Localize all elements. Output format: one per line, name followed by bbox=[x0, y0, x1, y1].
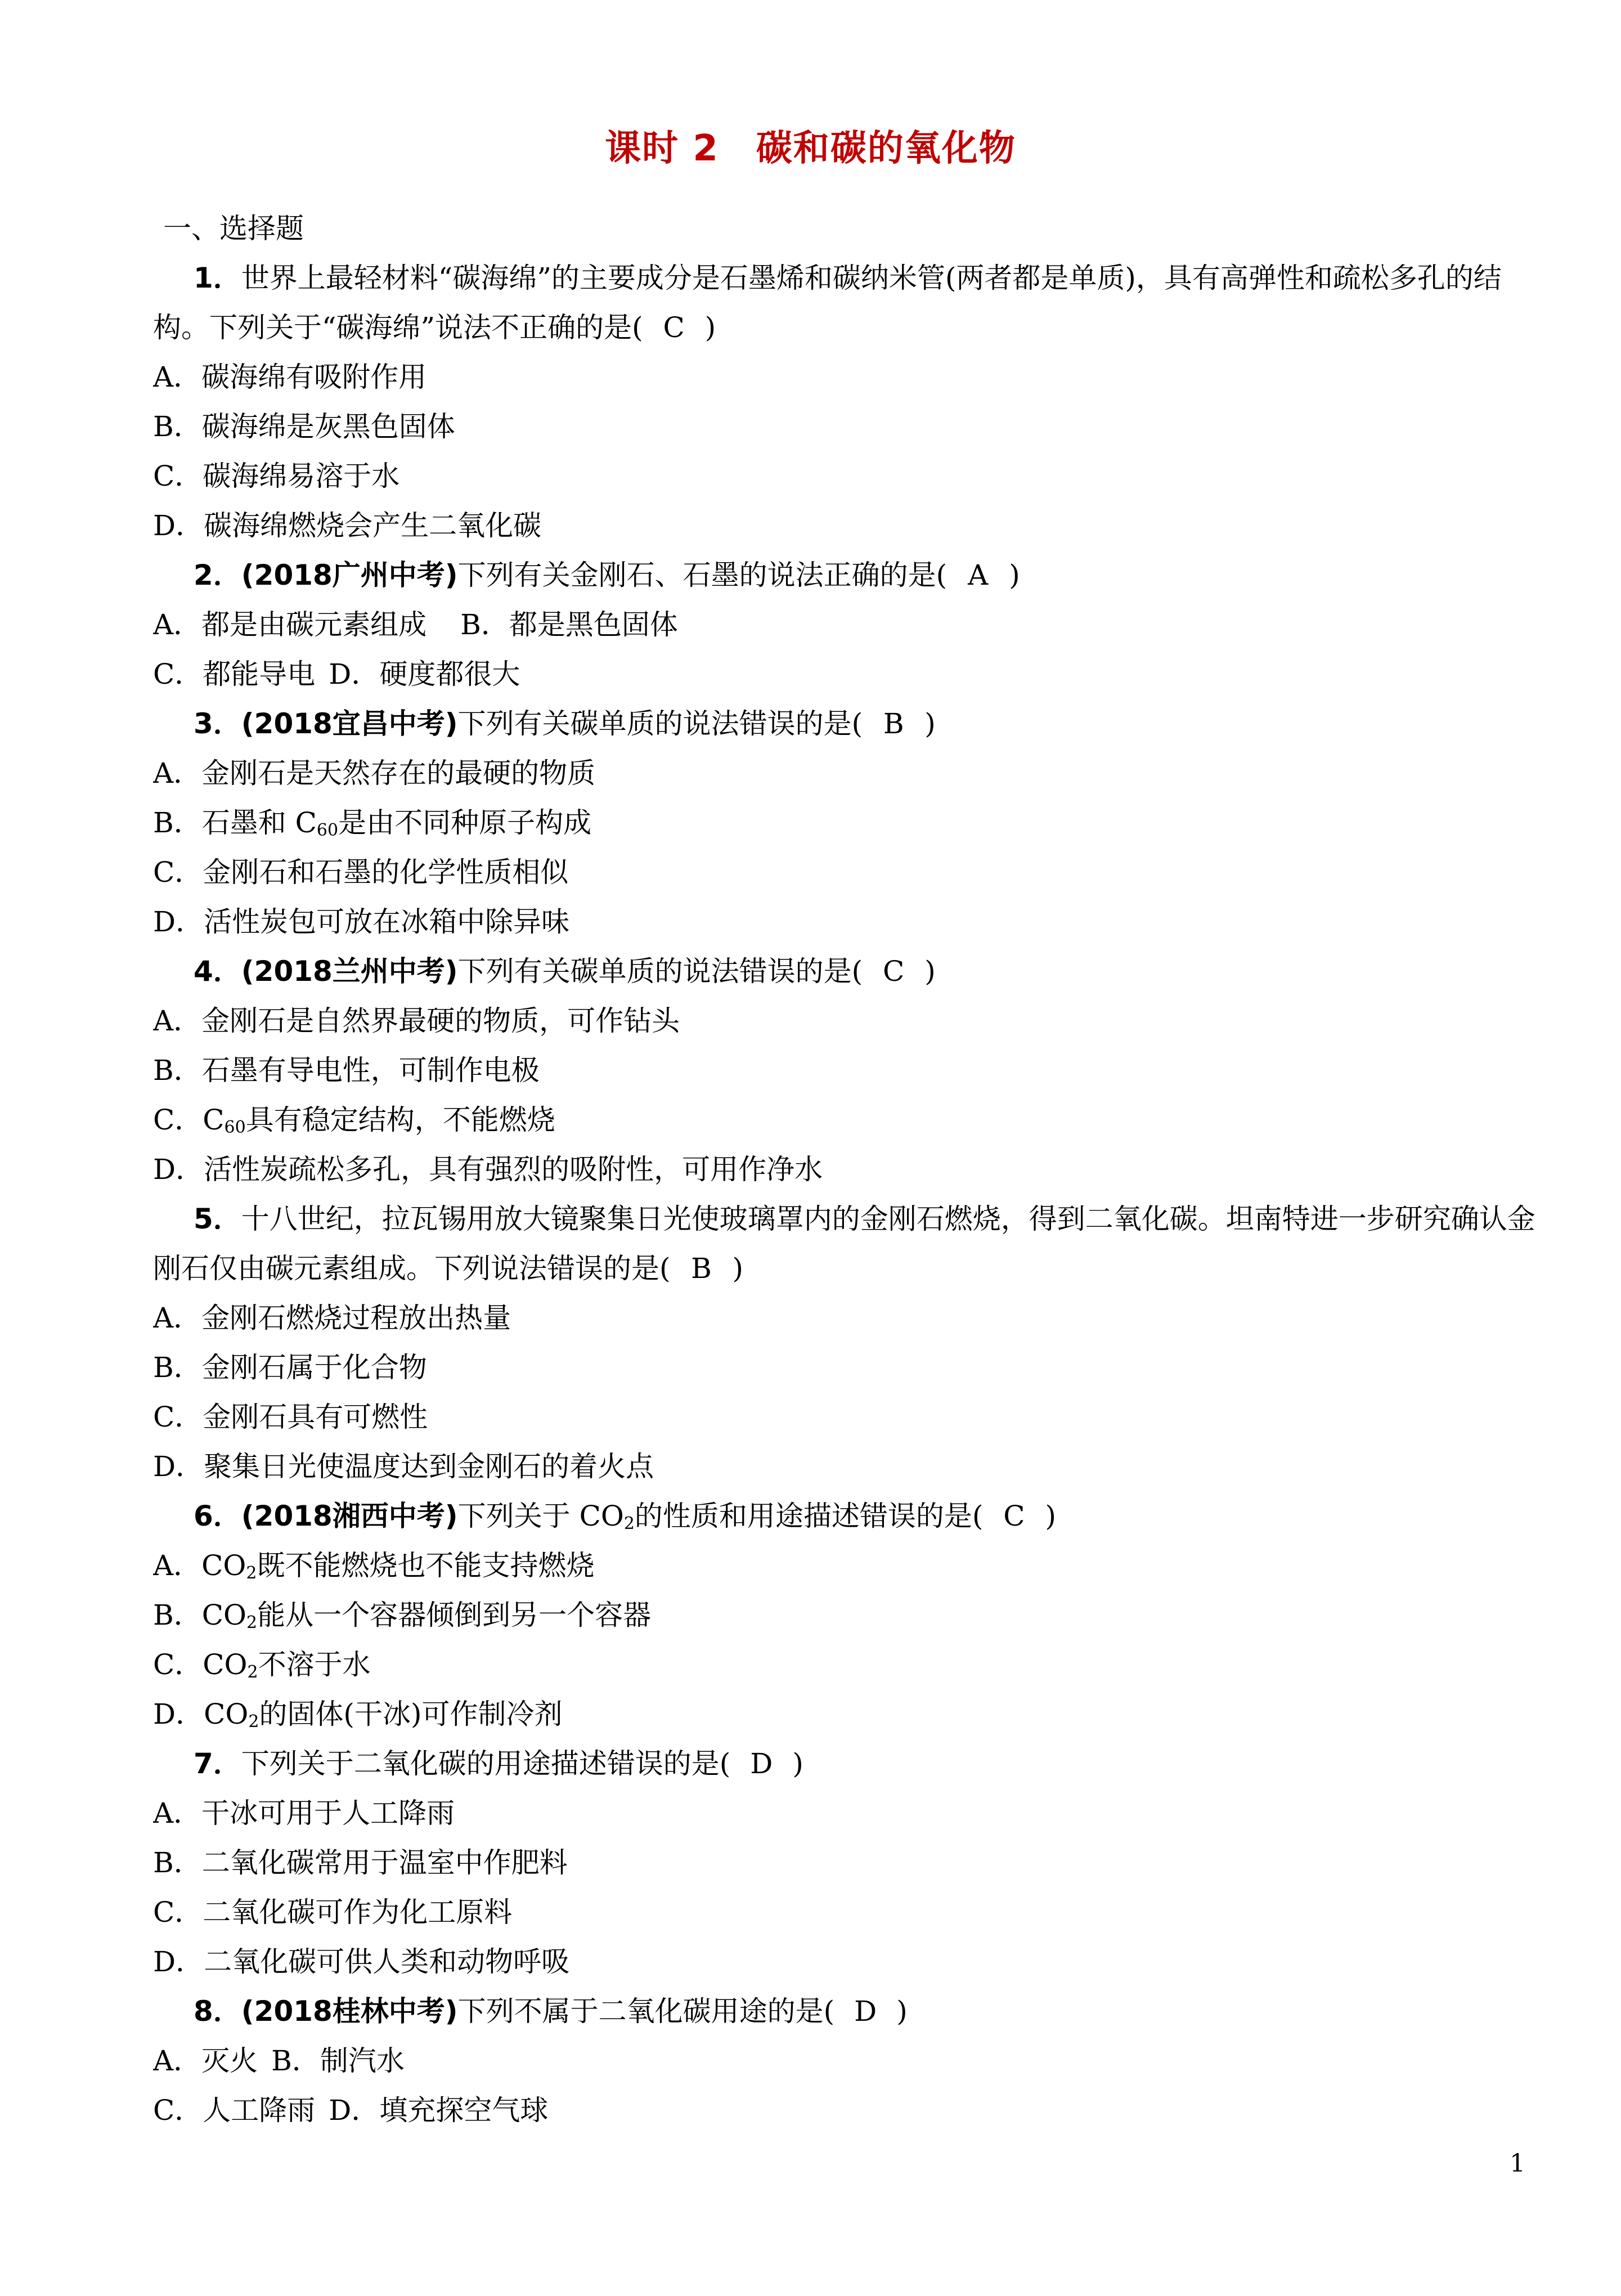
option-b: B．制汽水 bbox=[271, 2044, 405, 2077]
option-row bbox=[153, 600, 1537, 649]
option-b: B．二氧化碳常用于温室中作肥料 bbox=[153, 1846, 568, 1879]
subscript: 2 bbox=[246, 1613, 258, 1633]
bracket-close: ) bbox=[1009, 559, 1020, 591]
option-b bbox=[153, 798, 1537, 847]
question-1-stem-continued bbox=[153, 303, 1537, 352]
option-text: B．CO bbox=[153, 1599, 246, 1631]
subscript: 2 bbox=[247, 1662, 258, 1682]
question-text: 十八世纪，拉瓦锡用放大镜聚集日光使玻璃罩内的金刚石燃烧，得到二氧化碳。坦南特进一步研究确认金 bbox=[241, 1203, 1535, 1235]
option-c: C．金刚石具有可燃性 bbox=[153, 1401, 428, 1433]
option-text: 既不能燃烧也不能支持燃烧 bbox=[257, 1549, 595, 1582]
answer-blank: C bbox=[1003, 1500, 1025, 1532]
option-a: A．金刚石燃烧过程放出热量 bbox=[153, 1302, 511, 1334]
option-c: C．人工降雨 bbox=[153, 2094, 316, 2127]
question-7-stem bbox=[153, 1739, 1537, 1788]
bracket-close: ) bbox=[896, 1995, 908, 2028]
option-b: B．都是黑色固体 bbox=[460, 608, 678, 641]
answer-blank: B bbox=[691, 1252, 712, 1285]
option-a: A．金刚石是自然界最硬的物质，可作钻头 bbox=[153, 1004, 680, 1037]
question-text: 刚石仅由碳元素组成。下列说法错误的是( bbox=[153, 1252, 671, 1285]
question-source: (2018兰州中考) bbox=[241, 955, 458, 988]
bracket-close: ) bbox=[1045, 1500, 1056, 1532]
question-text: 下列有关金刚石、石墨的说法正确的是( bbox=[457, 559, 948, 591]
answer-blank: C bbox=[883, 955, 905, 988]
option-text: 的固体(干冰)可作制冷剂 bbox=[259, 1698, 563, 1730]
question-5-stem bbox=[153, 1194, 1537, 1244]
option-d: D．聚集日光使温度达到金刚石的着火点 bbox=[153, 1450, 654, 1483]
answer-blank: A bbox=[968, 559, 989, 591]
option-a: A．金刚石是天然存在的最硬的物质 bbox=[153, 757, 596, 790]
option-b: B．石墨有导电性，可制作电极 bbox=[153, 1054, 540, 1087]
option-text: B．石墨和 C bbox=[153, 806, 317, 839]
question-source: (2018广州中考) bbox=[241, 559, 458, 591]
option-b bbox=[153, 1590, 1537, 1640]
option-d: D．二氧化碳可供人类和动物呼吸 bbox=[153, 1945, 570, 1978]
question-number: 3． bbox=[194, 707, 241, 740]
question-text: 的性质和用途描述错误的是( bbox=[634, 1500, 984, 1532]
option-c: C．碳海绵易溶于水 bbox=[153, 460, 400, 492]
question-text: 下列关于 CO bbox=[457, 1500, 624, 1532]
answer-blank: D bbox=[854, 1995, 877, 2028]
option-c: C．都能导电 bbox=[153, 658, 316, 690]
question-number: 5． bbox=[194, 1203, 241, 1235]
option-text: C．CO bbox=[153, 1648, 248, 1681]
option-text: D．CO bbox=[153, 1698, 249, 1730]
question-6-stem bbox=[153, 1491, 1537, 1541]
option-a: A．碳海绵有吸附作用 bbox=[153, 361, 427, 393]
question-text: 下列关于二氧化碳的用途描述错误的是( bbox=[241, 1747, 731, 1780]
option-row bbox=[153, 649, 1537, 699]
option-c: C．二氧化碳可作为化工原料 bbox=[153, 1896, 513, 1929]
bracket-close: ) bbox=[732, 1252, 744, 1285]
option-c bbox=[153, 1640, 1537, 1689]
subscript: 2 bbox=[623, 1514, 635, 1533]
question-4-stem bbox=[153, 947, 1537, 996]
question-8-stem bbox=[153, 1986, 1537, 2036]
bracket-close: ) bbox=[924, 707, 936, 740]
option-b: B．金刚石属于化合物 bbox=[153, 1351, 427, 1384]
answer-blank: D bbox=[750, 1747, 773, 1780]
subscript: 60 bbox=[316, 820, 339, 840]
option-text: C．C bbox=[153, 1104, 224, 1136]
option-text: A．CO bbox=[153, 1549, 246, 1582]
section-heading: 一、选择题 bbox=[163, 212, 304, 245]
option-d bbox=[153, 1689, 1537, 1739]
subscript: 60 bbox=[224, 1118, 246, 1137]
question-number: 1． bbox=[194, 262, 241, 294]
question-2-stem bbox=[153, 550, 1537, 600]
question-list bbox=[153, 204, 1537, 2135]
option-d: D．活性炭疏松多孔，具有强烈的吸附性，可用作净水 bbox=[153, 1153, 823, 1186]
bracket-close: ) bbox=[924, 955, 936, 988]
question-number: 2． bbox=[194, 559, 241, 591]
option-c: C．金刚石和石墨的化学性质相似 bbox=[153, 856, 569, 889]
bracket-close: ) bbox=[704, 311, 716, 344]
option-a: A．都是由碳元素组成 bbox=[153, 608, 427, 641]
question-source: (2018宜昌中考) bbox=[241, 707, 458, 740]
question-text: 世界上最轻材料“碳海绵”的主要成分是石墨烯和碳纳米管(两者都是单质)，具有高弹性和疏松多孔的结 bbox=[241, 262, 1502, 294]
question-1-stem bbox=[153, 253, 1537, 303]
page-number: 1 bbox=[1510, 2149, 1525, 2178]
option-text: 具有稳定结构，不能燃烧 bbox=[245, 1104, 555, 1136]
option-text: 不溶于水 bbox=[258, 1648, 371, 1681]
question-3-stem bbox=[153, 699, 1537, 748]
option-row bbox=[153, 2086, 1537, 2135]
option-a: A．干冰可用于人工降雨 bbox=[153, 1797, 455, 1829]
option-d: D．填充探空气球 bbox=[329, 2094, 549, 2127]
answer-blank: C bbox=[663, 311, 685, 344]
question-source: (2018桂林中考) bbox=[241, 1995, 458, 2028]
subscript: 2 bbox=[248, 1712, 259, 1732]
bracket-close: ) bbox=[792, 1747, 803, 1780]
option-a: A．灭火 bbox=[153, 2044, 258, 2077]
question-number: 8． bbox=[194, 1995, 241, 2028]
question-number: 7． bbox=[194, 1747, 241, 1780]
question-5-stem-continued bbox=[153, 1244, 1537, 1293]
option-b: B．碳海绵是灰黑色固体 bbox=[153, 410, 455, 443]
question-source: (2018湘西中考) bbox=[241, 1500, 458, 1532]
option-d: D．硬度都很大 bbox=[329, 658, 520, 690]
option-d: D．活性炭包可放在冰箱中除异味 bbox=[153, 905, 570, 938]
option-d: D．碳海绵燃烧会产生二氧化碳 bbox=[153, 509, 542, 542]
option-a bbox=[153, 1541, 1537, 1590]
subscript: 2 bbox=[246, 1563, 257, 1583]
option-text: 是由不同种原子构成 bbox=[338, 806, 592, 839]
option-row bbox=[153, 2036, 1537, 2086]
question-number: 6． bbox=[194, 1500, 241, 1532]
question-text: 下列有关碳单质的说法错误的是( bbox=[457, 955, 863, 988]
question-number: 4． bbox=[194, 955, 241, 988]
option-text: 能从一个容器倾倒到另一个容器 bbox=[257, 1599, 652, 1631]
question-text: 下列有关碳单质的说法错误的是( bbox=[457, 707, 863, 740]
option-c bbox=[153, 1095, 1537, 1145]
question-text: 构。下列关于“碳海绵”说法不正确的是( bbox=[153, 311, 643, 344]
page-title: 课时 2 碳和碳的氧化物 bbox=[605, 128, 1016, 169]
question-text: 下列不属于二氧化碳用途的是( bbox=[457, 1995, 835, 2028]
answer-blank: B bbox=[883, 707, 904, 740]
